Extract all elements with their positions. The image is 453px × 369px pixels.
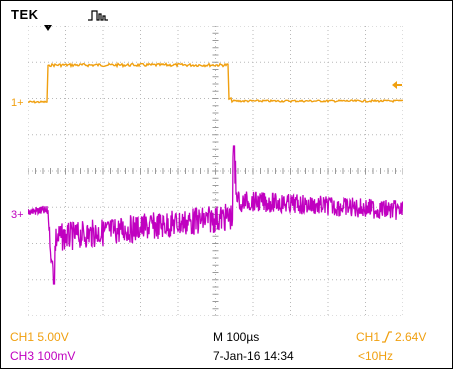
datetime-readout: 7-Jan-16 14:34 bbox=[213, 349, 294, 363]
rising-edge-icon bbox=[381, 330, 393, 344]
ch3-ground-marker: 3+ bbox=[11, 209, 24, 221]
left-arrow-icon bbox=[391, 80, 403, 90]
ch1-scale-readout: CH1 5.00V bbox=[10, 330, 69, 344]
trigger-level-readout: 2.64V bbox=[395, 330, 427, 344]
ch1-ground-marker: 1+ bbox=[11, 97, 24, 109]
pulse-icon bbox=[88, 8, 108, 22]
trigger-frequency-readout: <10Hz bbox=[358, 349, 394, 363]
ch3-scale-readout: CH3 100mV bbox=[10, 349, 76, 363]
brand-label: TEK bbox=[11, 7, 39, 22]
waveform-graticule bbox=[28, 26, 403, 316]
trigger-source-readout: CH1 bbox=[356, 330, 381, 344]
timebase-readout: M 100µs bbox=[213, 330, 260, 344]
